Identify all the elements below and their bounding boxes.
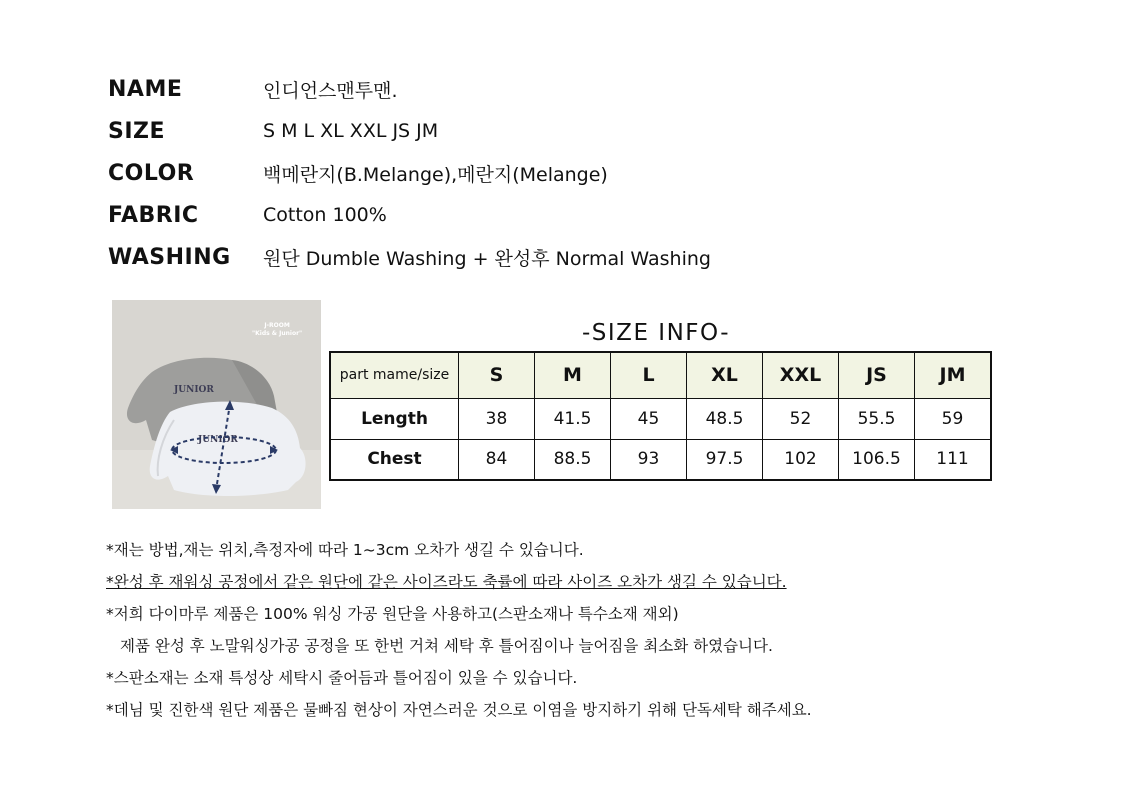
table-cell: 38 xyxy=(459,398,535,439)
size-table-header xyxy=(330,352,991,398)
table-row-chest xyxy=(330,439,991,480)
note-item xyxy=(106,666,812,698)
size-table xyxy=(329,351,992,481)
table-cell: 55.5 xyxy=(839,398,915,439)
table-cell: 102 xyxy=(763,439,839,480)
table-cell: 45 xyxy=(611,398,687,439)
svg-text:JUNIOR: JUNIOR xyxy=(198,435,238,445)
note-text: *재는 방법,재는 위치,측정자에 따라 1~3cm 오차가 생길 수 있습니다. xyxy=(106,541,584,559)
size-header-cell: M xyxy=(535,352,611,398)
header-label: part mame/size xyxy=(330,352,459,398)
table-cell: 88.5 xyxy=(535,439,611,480)
size-header-cell: S xyxy=(459,352,535,398)
spec-key: WASHING xyxy=(108,244,231,270)
table-cell: 84 xyxy=(459,439,535,480)
spec-key: NAME xyxy=(108,76,183,102)
table-row-length xyxy=(330,398,991,439)
size-info-title: -SIZE INFO- xyxy=(582,320,731,346)
note-text: *데님 및 진한색 원단 제품은 물빠짐 현상이 자연스러운 것으로 이염을 방지하기 위해 단독세탁 해주세요. xyxy=(106,701,812,719)
size-header-cell: XL xyxy=(687,352,763,398)
table-cell: 48.5 xyxy=(687,398,763,439)
photo-brand-caption xyxy=(252,322,302,338)
spec-value: 백메란지(B.Melange),메란지(Melange) xyxy=(263,163,608,186)
photo-tagline: "Kids & Junior" xyxy=(252,330,303,337)
spec-row-color xyxy=(108,152,711,194)
note-text: 제품 완성 후 노말워싱가공 공정을 또 한번 거쳐 세탁 후 틀어짐이나 늘어짐을 최소화 하였습니다. xyxy=(120,637,773,655)
spec-value: Cotton 100% xyxy=(263,204,387,226)
svg-text:JUNIOR: JUNIOR xyxy=(174,385,214,395)
row-label: Chest xyxy=(330,439,459,480)
row-label: Length xyxy=(330,398,459,439)
spec-row-washing xyxy=(108,236,711,278)
note-text: *스판소재는 소재 특성상 세탁시 줄어듬과 틀어짐이 있을 수 있습니다. xyxy=(106,669,578,687)
table-cell: 59 xyxy=(915,398,992,439)
table-cell: 97.5 xyxy=(687,439,763,480)
note-item xyxy=(106,602,812,634)
spec-value: 원단 Dumble Washing + 완성후 Normal Washing xyxy=(263,247,711,270)
spec-value: 인디언스맨투맨. xyxy=(263,79,398,102)
spec-row-name xyxy=(108,68,711,110)
size-header-cell: JS xyxy=(839,352,915,398)
table-cell: 52 xyxy=(763,398,839,439)
table-cell: 106.5 xyxy=(839,439,915,480)
product-photo xyxy=(112,300,321,509)
spec-key: COLOR xyxy=(108,160,195,186)
table-cell: 93 xyxy=(611,439,687,480)
spec-row-fabric xyxy=(108,194,711,236)
product-spec xyxy=(108,68,711,278)
note-text: *저희 다이마루 제품은 100% 워싱 가공 원단을 사용하고(스판소재나 특수소재 재외) xyxy=(106,605,679,623)
note-item xyxy=(106,634,812,666)
spec-row-size xyxy=(108,110,711,152)
spec-key: SIZE xyxy=(108,118,166,144)
photo-brand: J-ROOM xyxy=(264,322,290,329)
note-item xyxy=(106,538,812,570)
size-header-cell: JM xyxy=(915,352,992,398)
note-item xyxy=(106,698,812,730)
spec-key: FABRIC xyxy=(108,202,199,228)
spec-value: S M L XL XXL JS JM xyxy=(263,120,439,142)
note-item xyxy=(106,570,812,602)
table-cell: 111 xyxy=(915,439,992,480)
size-header-cell: XXL xyxy=(763,352,839,398)
care-notes xyxy=(106,538,812,730)
size-header-cell: L xyxy=(611,352,687,398)
table-cell: 41.5 xyxy=(535,398,611,439)
note-text: *완성 후 재워싱 공정에서 같은 원단에 같은 사이즈라도 축률에 따라 사이즈 오차가 생길 수 있습니다. xyxy=(106,573,787,591)
